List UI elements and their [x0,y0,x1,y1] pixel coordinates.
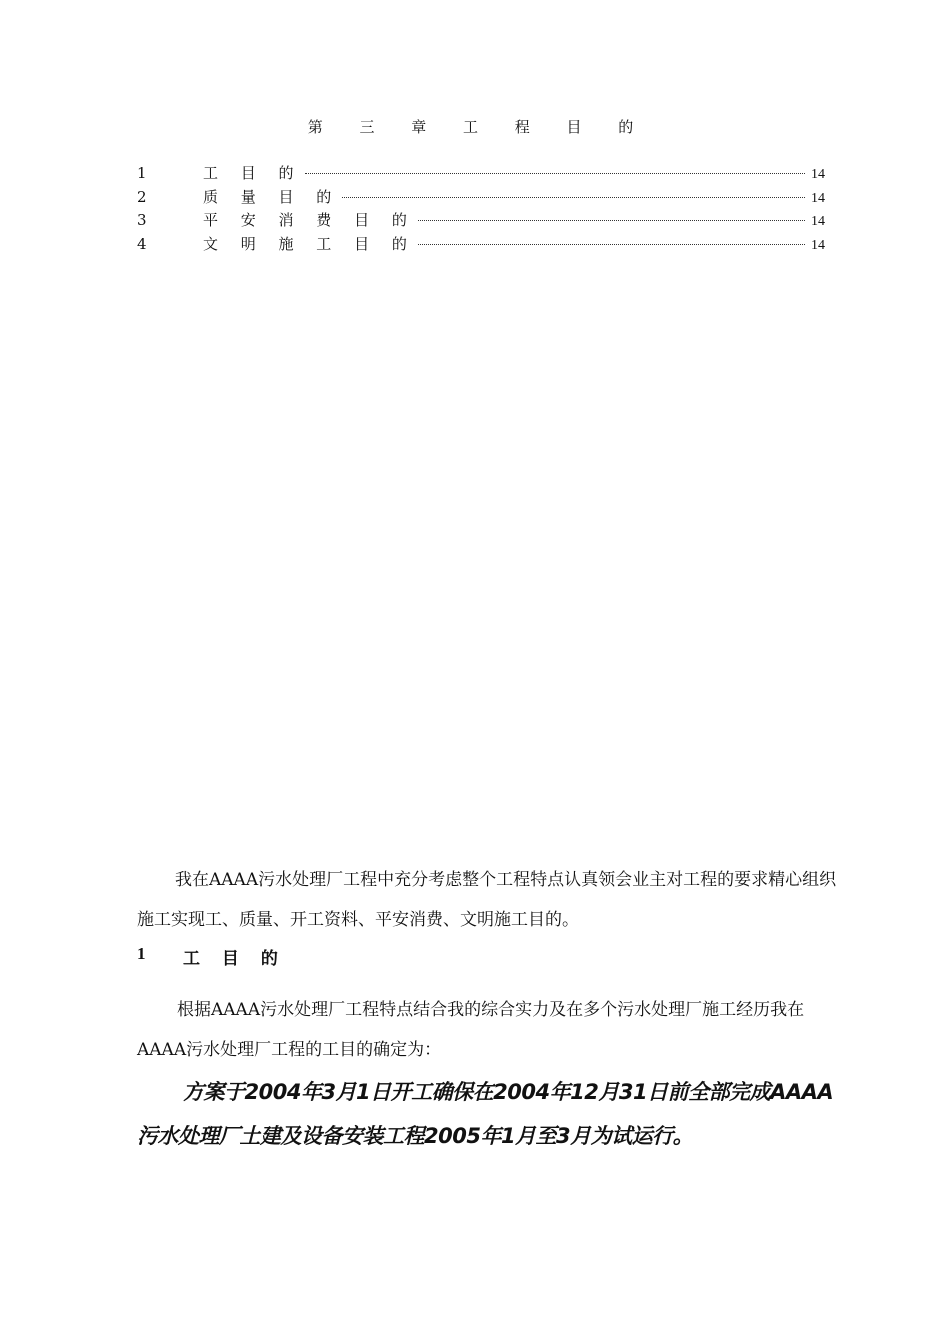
toc-entry[interactable] [137,186,825,210]
toc-entry-page: 14 [811,214,825,229]
section-heading [137,944,286,969]
toc-entry-label: 平 安 消 费 目 的 [203,211,416,229]
toc-leader-dots [342,197,805,198]
intro-paragraph: 我在AAAA污水处理厂工程中充分考虑整个工程特点认真领会业主对工程的要求精心组织施工实现工、质量、开工资料、平安消费、文明施工目的。 [137,870,837,930]
toc-entry[interactable] [137,209,825,233]
toc-entry[interactable] [137,233,825,257]
toc-entry[interactable] [137,162,825,186]
toc-entry-page: 14 [811,190,825,206]
emphasis-paragraph: 方案于2004年3月1日开工确保在2004年12月31日前全部完成AAAA污水处理厂土建及设备安装工程2005年1月至3月为试运行。 [137,1080,834,1148]
section-title: 工 目 的 [183,949,286,969]
toc-entry-label: 质 量 目 的 [203,187,341,206]
section-number: 1 [137,944,146,963]
section-paragraph: 根据AAAA污水处理厂工程特点结合我的综合实力及在多个污水处理厂施工经历我在AAAA污水处理厂工程的工目的确定为： [137,1000,805,1060]
toc-entry-number: 1 [137,164,147,182]
toc-leader-dots [305,173,805,174]
toc-entry-number: 4 [137,234,147,253]
chapter-title: 第 三 章 工 程 目 的 [307,118,643,136]
toc-entry-page: 14 [811,237,825,253]
table-of-contents [137,162,825,256]
toc-leader-dots [418,244,805,245]
toc-entry-label: 工 目 的 [203,164,303,182]
toc-entry-page: 14 [811,167,825,182]
toc-leader-dots [418,220,805,221]
toc-entry-number: 2 [137,187,147,206]
toc-entry-number: 3 [137,211,147,229]
toc-entry-label: 文 明 施 工 目 的 [203,234,416,253]
